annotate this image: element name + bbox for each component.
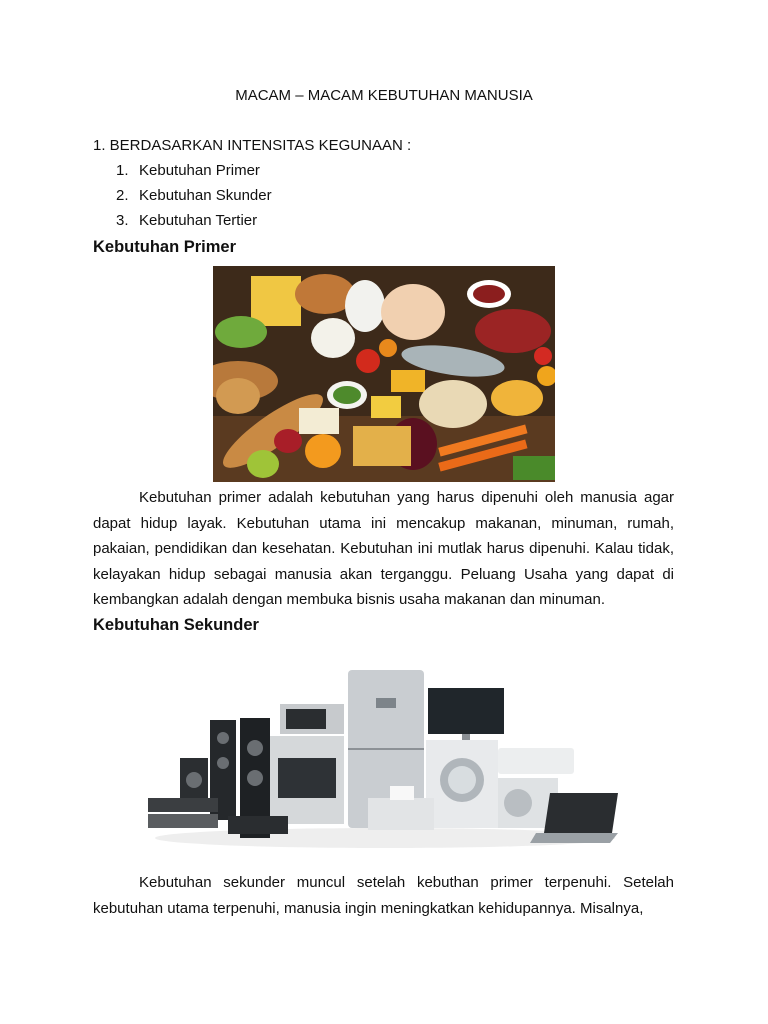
list-number: 2. — [116, 187, 129, 204]
list-item — [116, 212, 272, 237]
list-label: Kebutuhan Skunder — [139, 187, 272, 204]
sekunder-paragraph: Kebutuhan sekunder muncul setelah kebuthan primer terpenuhi. Setelah kebutuhan utama terpenuhi, manusia ingin meningkatkan kehidupannya. Misalnya, — [93, 874, 674, 917]
primer-heading: Kebutuhan Primer — [93, 238, 237, 256]
primer-paragraph: Kebutuhan primer adalah kebutuhan yang harus dipenuhi oleh manusia agar dapat hidup layak. Kebutuhan utama ini mencakup makanan, minuman, rumah, pakaian, pendidikan dan kesehatan. Kebutuhan ini mutlak harus dipenuhi. Kalau tidak, kelayakan hidup sebagai manusia akan terganggu. Peluang Usaha yang dapat di kembangkan adalah dengan membuka bisnis usaha makanan dan minuman. — [93, 489, 674, 609]
list-label: Kebutuhan Primer — [139, 162, 260, 179]
list-label: Kebutuhan Tertier — [139, 212, 258, 229]
sekunder-heading: Kebutuhan Sekunder — [93, 616, 259, 634]
list-number: 1. — [116, 162, 129, 179]
document-title: MACAM – MACAM KEBUTUHAN MANUSIA — [235, 87, 533, 104]
list-item — [116, 162, 272, 187]
list-number: 3. — [116, 212, 129, 229]
appliances-image — [140, 648, 625, 858]
needs-list — [116, 162, 272, 237]
list-item — [116, 187, 272, 212]
section-heading: 1. BERDASARKAN INTENSITAS KEGUNAAN : — [93, 137, 412, 154]
food-image — [213, 266, 555, 482]
